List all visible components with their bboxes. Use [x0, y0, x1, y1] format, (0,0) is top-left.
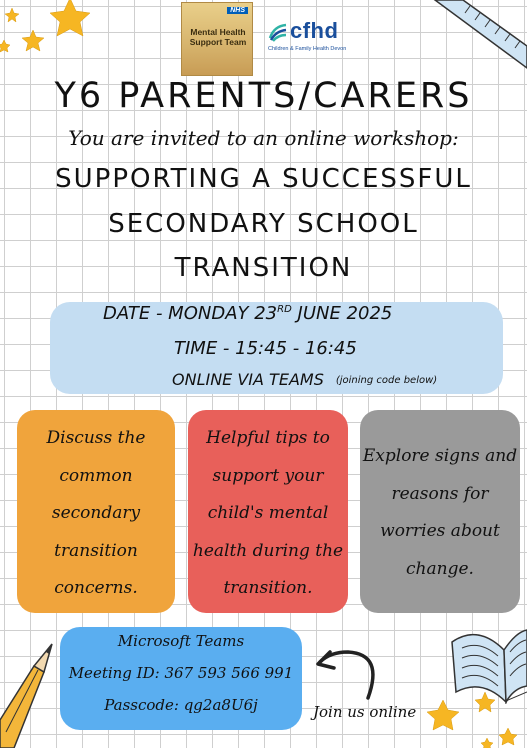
mhst-logo-text: Mental Health Support Team — [189, 27, 247, 47]
card-text-line: health during the — [192, 540, 344, 561]
workshop-title-line: TRANSITION — [174, 253, 353, 283]
invite-text: You are invited to an online workshop: — [68, 126, 459, 150]
card-text-line: child's mental — [207, 503, 329, 523]
star-icon — [481, 738, 493, 748]
cfhd-subtitle: Children & Family Health Devon — [268, 46, 347, 52]
star-icon — [427, 700, 459, 730]
star-icon — [0, 40, 10, 52]
card-text-line: Explore signs and — [362, 446, 518, 466]
event-date: DATE - MONDAY 23RD JUNE 2025 — [103, 303, 393, 324]
card-text-line: Helpful tips to — [206, 428, 330, 448]
mental-health-support-team-logo — [181, 2, 253, 76]
workshop-title-line: SECONDARY SCHOOL — [108, 209, 419, 239]
card-text-line: Discuss the — [46, 428, 146, 448]
card-text-line: support your — [212, 465, 324, 486]
card-text-line: secondary — [51, 503, 141, 523]
cfhd-name: cfhd — [290, 18, 339, 43]
star-icon — [5, 8, 19, 22]
curved-arrow-icon — [312, 640, 384, 702]
ruler-icon — [425, 0, 527, 70]
card-text-line: transition. — [223, 578, 313, 598]
card-text-line: transition — [54, 540, 138, 561]
card-text-line: common — [59, 465, 133, 486]
star-icon — [50, 0, 90, 36]
venue-note: (joining code below) — [335, 375, 438, 386]
card-text-line: reasons for — [391, 483, 489, 504]
cfhd-mark-icon — [268, 22, 288, 42]
topic-card-tips — [188, 410, 348, 613]
topic-card-discuss — [17, 410, 175, 613]
card-text-line: concerns. — [54, 578, 138, 598]
teams-title: Microsoft Teams — [117, 632, 245, 650]
event-time: TIME - 15:45 - 16:45 — [174, 338, 357, 359]
teams-meeting-id: Meeting ID: 367 593 566 991 — [68, 664, 294, 682]
topic-card-explore — [360, 410, 520, 613]
poster-title: Y6 PARENTS/CARERS — [54, 76, 473, 116]
card-text-line: change. — [406, 558, 474, 579]
star-icon — [499, 728, 517, 745]
teams-passcode: Passcode: qg2a8U6j — [104, 696, 258, 714]
nhs-badge: NHS — [227, 7, 248, 14]
open-book-icon — [448, 612, 527, 704]
workshop-title-line: SUPPORTING A SUCCESSFUL — [55, 164, 472, 194]
event-venue: ONLINE VIA TEAMS (joining code below) — [172, 370, 438, 389]
card-text-line: worries about — [380, 521, 500, 541]
join-us-online-text: Join us online — [313, 703, 417, 721]
pencil-icon — [0, 636, 60, 748]
date-ordinal: RD — [277, 304, 292, 315]
cfhd-logo — [268, 18, 388, 58]
star-icon — [22, 30, 44, 51]
